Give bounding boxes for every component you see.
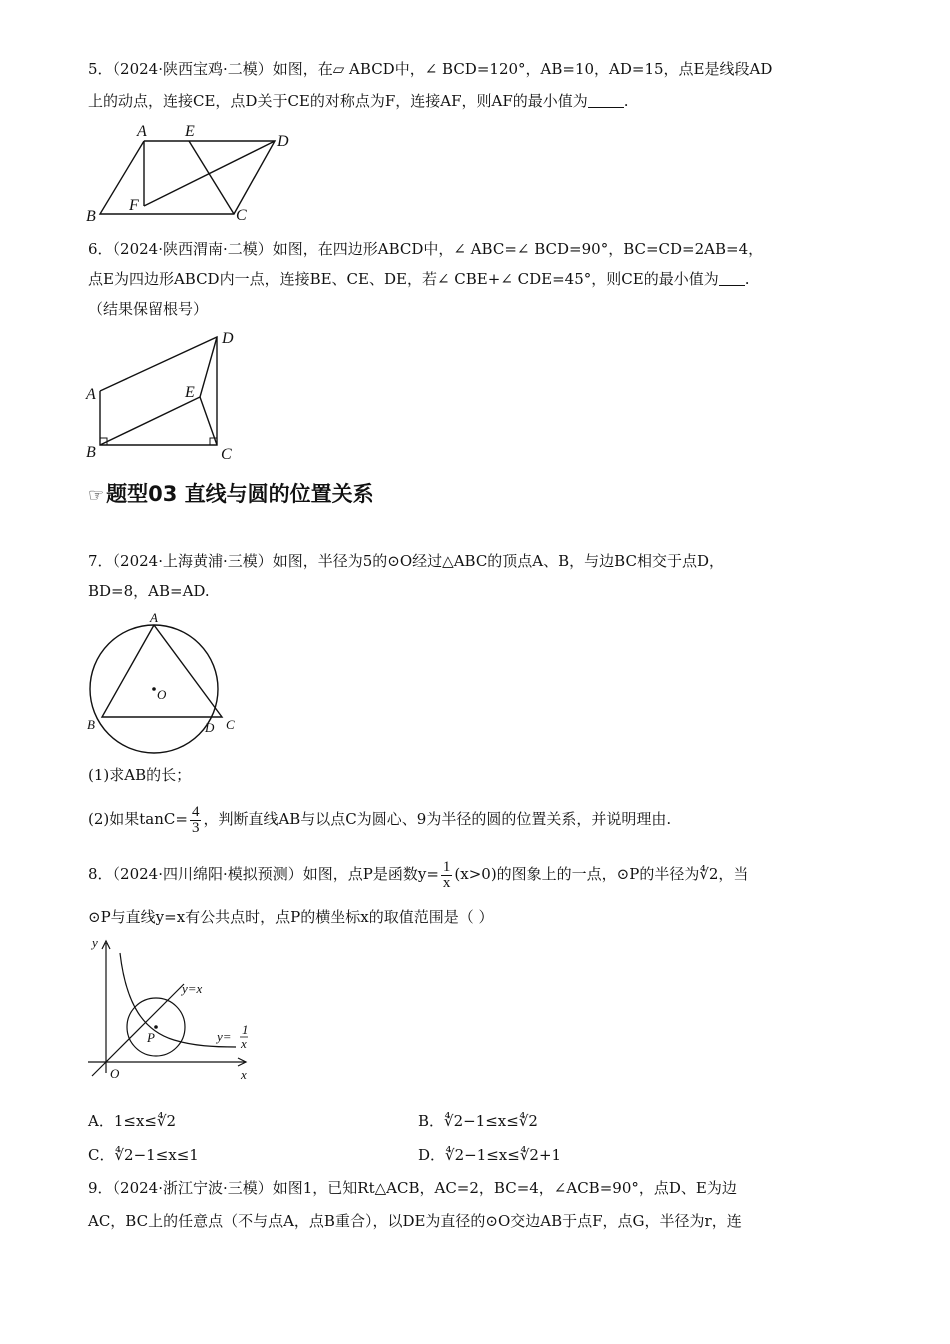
q7-part2 [88, 802, 860, 836]
q7-label-c: C [226, 717, 235, 732]
q6-answer-blank[interactable] [719, 271, 745, 286]
q8-option-b[interactable]: B．∜2−1≤x≤∜2 [418, 1112, 538, 1130]
q6-line2 [88, 268, 860, 290]
q7-part2-b: ，判断直线AB与以点C为圆心、9为半径的圆的位置关系，并说明理由. [203, 810, 672, 828]
q6-quadrilateral-figure [84, 325, 254, 465]
q5-line2 [88, 90, 860, 112]
q8-line1-a: 8．（2024·四川绵阳·模拟预测）如图，点P是函数y= [88, 865, 439, 883]
q9-line1: 9．（2024·浙江宁波·三模）如图1，已知Rt△ACB，AC=2，BC=4，∠ACB=90°，点D、E为边 [88, 1179, 737, 1197]
q7-circle-figure [84, 608, 244, 758]
q5-label-f: F [129, 197, 139, 214]
q5-label-e: E [185, 123, 195, 140]
q7-frac-den: 3 [191, 819, 200, 836]
q6-label-c: C [221, 446, 232, 463]
q8-line1-b: (x>0)的图象上的一点，⊙P的半径为∜2，当 [454, 865, 749, 883]
q7-frac-num: 4 [191, 803, 200, 820]
q8-fraction [441, 860, 453, 891]
q6-line2-text: 点E为四边形ABCD内一点，连接BE、CE、DE，若∠ CBE+∠ CDE=45°，则CE的最小值为 [88, 270, 719, 288]
q8-line1 [88, 856, 860, 892]
q7-label-o: O [157, 687, 167, 702]
q5-line2-text: 上的动点，连接CE，点D关于CE的对称点为F，连接AF，则AF的最小值为 [88, 92, 588, 110]
section-title: 题型03 直线与圆的位置关系 [106, 482, 374, 506]
q7-part2-a: (2)如果tanC= [88, 810, 188, 828]
q6-label-d: D [222, 330, 234, 347]
q5-answer-blank[interactable] [588, 93, 624, 108]
q8-label-curve: y= [217, 1029, 232, 1044]
q8-option-a[interactable]: A．1≤x≤∜2 [88, 1112, 177, 1130]
q7-label-d: D [205, 720, 215, 735]
q7-label-b: B [87, 717, 95, 732]
q8-frac-num: 1 [442, 858, 451, 875]
q6-line2-end: . [744, 270, 750, 288]
q7-line2: BD=8，AB=AD. [88, 582, 210, 600]
q8-graph-figure [84, 935, 264, 1085]
q8-option-d[interactable]: D．∜2−1≤x≤∜2+1 [418, 1146, 562, 1164]
q8-label-curve-den: x [241, 1036, 247, 1051]
q7-part1: (1)求AB的长； [88, 766, 192, 784]
section-heading [88, 478, 374, 508]
q8-label-origin: O [110, 1066, 120, 1081]
q8-label-p: P [147, 1030, 155, 1045]
q7-label-a: A [150, 610, 158, 625]
q8-option-c[interactable]: C．∜2−1≤x≤1 [88, 1146, 199, 1164]
q8-frac-den: x [442, 874, 451, 891]
q8-label-y-axis: y [92, 935, 98, 950]
q7-line1: 7．（2024·上海黄浦·三模）如图，半径为5的⊙O经过△ABC的顶点A、B，与边BC相交于点D， [88, 552, 724, 570]
q8-label-x-axis: x [241, 1067, 247, 1082]
q5-label-a: A [137, 123, 147, 140]
q8-label-line-yx: y=x [182, 981, 203, 996]
q5-label-c: C [236, 207, 247, 224]
q6-label-e: E [185, 384, 195, 401]
q7-fraction [190, 805, 202, 836]
q6-label-a: A [86, 386, 96, 403]
q5-line2-end: . [623, 92, 629, 110]
q5-label-d: D [277, 133, 289, 150]
q9-line2: AC，BC上的任意点（不与点A，点B重合），以DE为直径的⊙O交边AB于点F，点G，半径为r，连 [88, 1212, 742, 1230]
q5-label-b: B [86, 208, 96, 225]
q5-line1: 5．（2024·陕西宝鸡·二模）如图，在▱ ABCD中，∠ BCD=120°，AB=10，AD=15，点E是线段AD [88, 60, 773, 78]
q8-label-curve-num: 1 [242, 1022, 249, 1037]
q6-label-b: B [86, 444, 96, 461]
q6-line1: 6．（2024·陕西渭南·二模）如图，在四边形ABCD中，∠ ABC=∠ BCD=90°，BC=CD=2AB=4， [88, 240, 764, 258]
q6-line3: （结果保留根号） [88, 300, 209, 318]
pointing-hand-icon: ☞ [88, 485, 105, 506]
q8-line2: ⊙P与直线y=x有公共点时，点P的横坐标x的取值范围是（ ） [88, 908, 494, 926]
q5-parallelogram-figure [84, 120, 304, 230]
